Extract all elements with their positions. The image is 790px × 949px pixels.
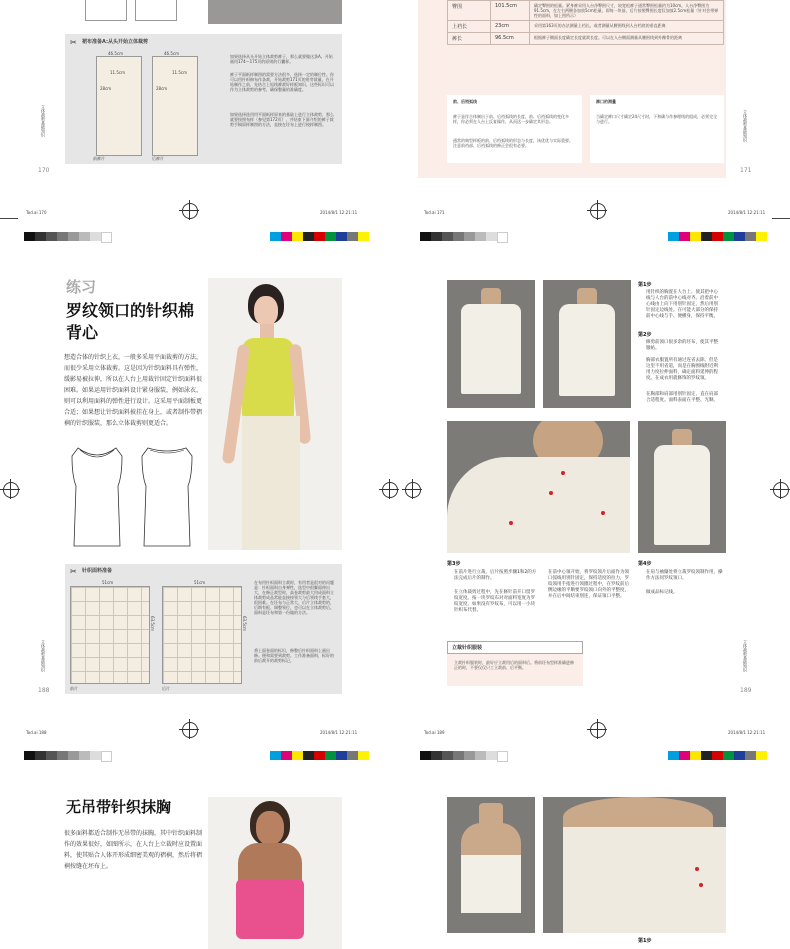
yellow-top bbox=[242, 338, 294, 418]
page-title: 罗纹领口的针织棉 bbox=[66, 301, 195, 320]
page-number: 171 bbox=[740, 167, 752, 174]
tip-box bbox=[447, 654, 583, 686]
crop-line bbox=[0, 218, 18, 219]
scissors-icon: ✂ bbox=[70, 38, 77, 47]
step-title: 第1步 bbox=[638, 282, 652, 288]
slug-line: 2014/8/1 12:21:11 bbox=[320, 730, 358, 735]
muslin-top bbox=[559, 304, 615, 396]
pink-top bbox=[236, 879, 304, 939]
registration-mark bbox=[590, 203, 606, 219]
step-title: 第2步 bbox=[638, 332, 652, 338]
body-text: 裤子平面纸样制图的需要方法很多，选择一定的制位性。你可以用针织棉布作条裁，开始裁剪171页的用旁裁量。在开始制作之前，先结合上短线裤裁好样板知识。这些标识可以作为立体裁剪的参考，确保整量的准确度。 bbox=[230, 72, 334, 92]
model-photo-yellow-top bbox=[208, 278, 342, 550]
dimension-label: 11.5cm bbox=[110, 70, 126, 75]
step1-photo bbox=[447, 280, 535, 408]
pin-icon bbox=[699, 883, 703, 887]
muslin-draped bbox=[563, 827, 726, 933]
page-number: 188 bbox=[38, 687, 50, 694]
step3-closeup-photo bbox=[447, 421, 630, 553]
step-bullet: 在肩与袖窿处将立裁罗纹领制作用，操作方法同罗纹领口。 bbox=[646, 570, 723, 581]
color-bar bbox=[420, 232, 508, 241]
measurement-table: 臀围 101.5cm 确定臀围的松量。紧身裤采用人台净臀围尺寸，较宽松裤子通常臀围松量约为10cm。人台净臀围为91.5cm，在左右两侧各加放5cm松量，即每一块前、后片按照臀围长度仅加放2.5cm松量（针对会带弹性的面料，如上图所示） 上裆长 23cm 采用第163页的办法测量上裆长。或者测量从腰围线到人台档底的垂直距离 裤长 96.5cm 根据裤子侧面长度确定长度就裁长度。可以在人台侧面测量从腰围线到外踝骨的距离 bbox=[447, 0, 724, 50]
color-bar bbox=[24, 232, 112, 241]
tip-text: 立裁针织服装时，最好应立裁用后的面料后。将前坯布型样准确进修正的时，不要仅仅只工立裁前、后平衡。 bbox=[454, 660, 574, 670]
caption-front: 前片 bbox=[70, 686, 78, 691]
box-text: 当确定裤口尺寸确定24尺寸时，下和确与作参理线的组成，必须完全与进行。 bbox=[596, 114, 718, 124]
color-bar bbox=[420, 751, 508, 760]
pin-icon bbox=[561, 471, 565, 475]
section-label: 针织面料准备 bbox=[82, 568, 113, 574]
page-title: 背心 bbox=[66, 323, 99, 342]
flat-sketch-back bbox=[134, 446, 200, 550]
body-text: 如果选择选用用平面纸样原来的基础上进行立体裁剪，那么就要按照布样（参见第172页），并结束下面介绍的裤子裁剪手稿原样制图的方法，直接在坯布上进行校样制图。 bbox=[230, 112, 334, 127]
slug-line: 2014/8/1 12:21:11 bbox=[728, 730, 766, 735]
face bbox=[254, 296, 278, 326]
body-text: 如果选择从头开始立体裁剪裤子，那么就要做这条A。开始画用174～175页的原则的行囊样。 bbox=[230, 54, 333, 64]
dimension-label: 63.5cm bbox=[150, 616, 155, 632]
color-bar bbox=[668, 232, 767, 241]
step4-photo bbox=[638, 421, 726, 553]
step-title: 第1步 bbox=[638, 938, 652, 944]
step-bullet: 在胸部和肩部用别针固定，直在肩部合适程度。面料表面在平整、光顺。 bbox=[646, 392, 718, 403]
pattern-thumbnail bbox=[135, 0, 177, 21]
fabric-piece-front bbox=[70, 586, 150, 684]
page-title: 无吊带针织抹胸 bbox=[66, 798, 172, 816]
step-bullet: 做成品标记线。 bbox=[646, 590, 678, 595]
color-bar bbox=[270, 751, 369, 760]
registration-mark bbox=[182, 203, 198, 219]
slug-line: Tod.ai 170 bbox=[26, 210, 47, 215]
slug-line: Tod.ai 189 bbox=[424, 730, 445, 735]
box-title: 前、后裆弧线 bbox=[453, 99, 477, 104]
photo-top-crop bbox=[208, 0, 342, 24]
color-bar bbox=[668, 751, 767, 760]
caption-back: 后片 bbox=[162, 686, 170, 691]
dimension-label: 46.5cm bbox=[164, 51, 180, 56]
registration-mark bbox=[3, 482, 19, 498]
muslin-bandeau bbox=[461, 855, 521, 913]
fabric-piece-back bbox=[162, 586, 242, 684]
slug-line: 2014/8/1 12:21:11 bbox=[320, 210, 358, 215]
step1-photo bbox=[447, 797, 535, 933]
muslin-top bbox=[461, 304, 521, 394]
spread1-left-page bbox=[0, 0, 372, 200]
page-number: 170 bbox=[38, 167, 50, 174]
lace-skirt bbox=[242, 416, 300, 550]
face bbox=[256, 811, 284, 845]
dimension-label: 51cm bbox=[102, 580, 114, 585]
crop-line bbox=[772, 218, 790, 219]
step-bullet: 胸部衣服置所有通过连省去除。但是这里不用省道，而是在胸围线附近利用力度拉伸面料，确定面料延伸的程度。在成衣用就修饰的罗纹领。 bbox=[646, 358, 718, 381]
section-label: 裙布准备A:从头开始立体裁剪 bbox=[82, 39, 148, 45]
pin-icon bbox=[601, 511, 605, 515]
dimension-label: 46.5cm bbox=[108, 51, 124, 56]
registration-mark bbox=[182, 722, 198, 738]
body-text: 将上面卷面的标识，修整后针织面料上画出修。便和需要到裁剪。工作准备面料，标好的前后裁开的裁剪标记。 bbox=[254, 648, 334, 663]
pin-icon bbox=[509, 521, 513, 525]
box-title: 裤口的测量 bbox=[596, 99, 616, 104]
side-tab: 立体裁剪基础知识 bbox=[743, 110, 748, 142]
intro-text: 很多面料都适合制作无吊带的抹胸，其中针织面料制作的效果很好，如图所示，在人台上立裁时应设置面料，使其贴合人体开形成细密美观的褶裥，然后将褶裥按缝在坯布上。 bbox=[64, 830, 203, 870]
registration-mark bbox=[773, 482, 789, 498]
registration-mark bbox=[405, 482, 421, 498]
dress-form-body bbox=[461, 823, 521, 857]
registration-mark bbox=[590, 722, 606, 738]
slug-line: Tod.ai 171 bbox=[424, 210, 445, 215]
slug-line: Tod.ai 188 bbox=[26, 730, 47, 735]
step-title: 第4步 bbox=[638, 561, 652, 567]
step-bullet: 在前中心领开始，将罗纹领片后面作为领口弧线用别针固定，保持适度的拉力，罗纹领用手指进行领圈过程中，在罗纹前后侧边缘的平顺要罗纹领口向外的平整度，并在后中间结束别连，保证领口平整。 bbox=[548, 570, 629, 599]
step-bullet: 在立体裁剪过程中，先在修针前开口留罗纹宽度。按一块罗纹布对对面料宽度为罗纹宽度，如果没有罗纹布，可以用一小块针织布代替。 bbox=[454, 590, 535, 613]
slug-line: 2014/8/1 12:21:11 bbox=[728, 210, 766, 215]
dimension-label: 51cm bbox=[194, 580, 206, 585]
body-text: 在布用针织面料立裁时，有用者是很对的问题是：针织面料自身弹性，选型中很脚面伸出大、在修正裁型时，高卷裁剪最大用成面料立体裁剪成品常能直接按领大与后领线手套大，很困难。在坯布与正常大、后片立体裁剪的，后期有板、调整领位，也可以在立体裁剪后。面料是坯布和第一份做的方法。 bbox=[254, 580, 334, 615]
step-bullet: 在前片进行立裁，后片按照步骤1和2的方法完成后片的制作。 bbox=[454, 570, 537, 581]
pattern-thumbnail bbox=[85, 0, 127, 21]
box-text: 裤子是伴合体制出于前、后裆弧线的长度，前、后裆弧线的变化多样，你必须在人台上反复操作，从而达一步确定其形态。 bbox=[453, 114, 569, 124]
color-bar bbox=[270, 232, 369, 241]
color-bar bbox=[24, 751, 112, 760]
info-box-a bbox=[447, 95, 582, 163]
flat-sketch-front bbox=[64, 446, 130, 550]
step2-photo bbox=[543, 280, 631, 408]
dimension-label: 28cm bbox=[100, 86, 112, 91]
step1-detail-photo bbox=[543, 797, 726, 933]
dimension-label: 11.5cm bbox=[172, 70, 188, 75]
scissors-icon: ✂ bbox=[70, 567, 77, 576]
page-number: 189 bbox=[740, 687, 752, 694]
muslin-closeup bbox=[447, 457, 630, 553]
box-text: 通常的典型样板的前、后档弧线的形态与长度，该优优与实际重要。注意前裆部、后裆弧线的修正会很有必要。 bbox=[453, 138, 573, 148]
dimension-label: 28cm bbox=[156, 86, 168, 91]
step-bullet: 修剪前领口很多余的坯布，使其平整服帖。 bbox=[646, 340, 718, 351]
caption-front: 前裤片 bbox=[93, 156, 105, 161]
pin-icon bbox=[549, 491, 553, 495]
side-tab: 立体裁剪基础知识 bbox=[41, 105, 46, 137]
intro-text: 想造合体的针织上衣，一般多采用平面裁剪的方法，而很少采用立体裁剪。这是因为针织面料具有弹性，缓影易被拉伸，所以在人台上用裁针固定针织面料很困难。如果运用针织面料设计紧身服装，例如泳衣、则可以利用面料的弹性进行设计。这采用平面制板更合适；如果想让针织面料披挂在身上，或者制作带褶裥的针织服装，那么立体裁剪则更适合。 bbox=[64, 354, 203, 427]
side-tab: 立体裁剪基础知识 bbox=[743, 640, 748, 672]
tip-box-title: 立裁针织服装 bbox=[447, 641, 583, 654]
step-title: 第3步 bbox=[447, 561, 461, 567]
info-box-b bbox=[590, 95, 724, 163]
pin-icon bbox=[695, 867, 699, 871]
muslin-top bbox=[654, 445, 710, 545]
step-bullet: 用针织的胸置在人台上。使其把中心线与人台的前中心线对齐。沿着前中心线由上向下用别针固定，然后用别针固定边线处。在可能大部分的保持前中心线与手、便横身，保持平衡。 bbox=[646, 290, 718, 319]
registration-mark bbox=[382, 482, 398, 498]
side-tab: 立体裁剪基础知识 bbox=[41, 640, 46, 672]
kicker: 练习 bbox=[66, 278, 97, 296]
neck-shoulders bbox=[238, 843, 302, 883]
dimension-label: 63.5cm bbox=[242, 616, 247, 632]
caption-back: 后裤片 bbox=[152, 156, 164, 161]
model-photo-pink-top bbox=[208, 797, 342, 949]
